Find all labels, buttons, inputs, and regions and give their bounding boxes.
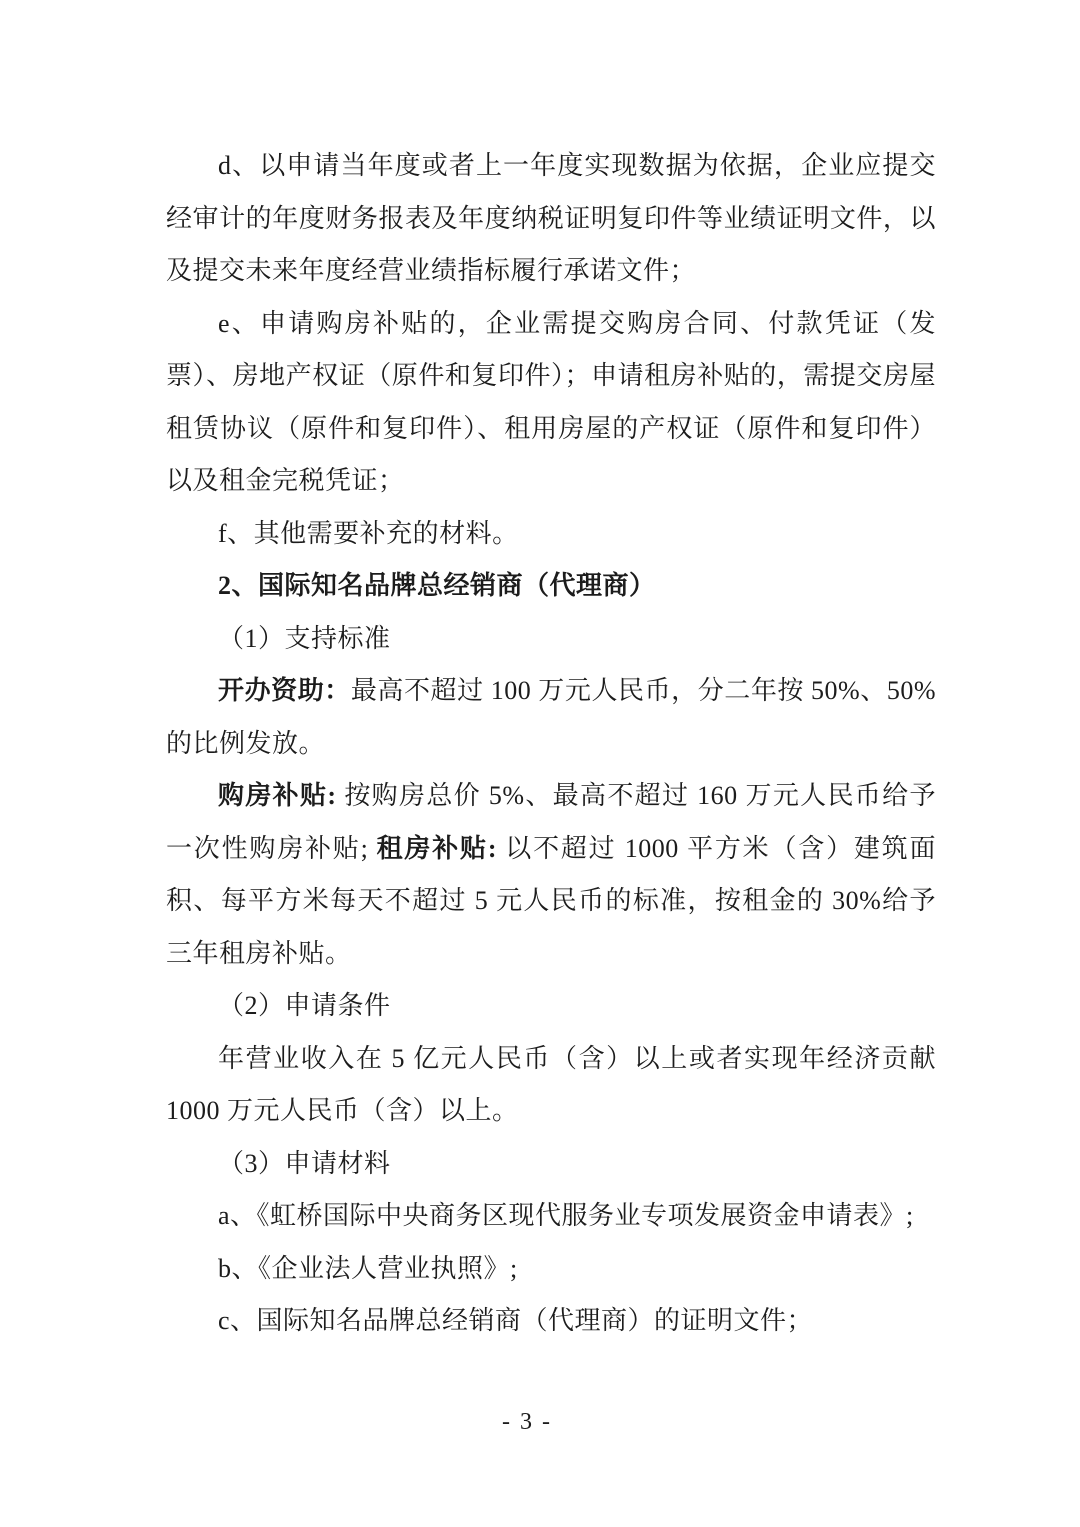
subsidy-label-purchase: 购房补贴: (218, 781, 345, 810)
paragraph-text: 年营业收入在 5 亿元人民币（含）以上或者实现年经济贡献 1000 万元人民币（含）以上。 (166, 1043, 936, 1125)
paragraph-text: d、以申请当年度或者上一年度实现数据为依据，企业应提交经审计的年度财务报表及年度纳税证明复印件等业绩证明文件，以及提交未来年度经营业绩指标履行承诺文件； (166, 151, 936, 285)
subheading-text: （3）申请材料 (218, 1148, 391, 1178)
paragraph-text: a、《虹桥国际中央商务区现代服务业专项发展资金申请表》; (218, 1201, 914, 1230)
paragraph-material-a (166, 1190, 936, 1243)
paragraph-condition (166, 1033, 936, 1138)
subheading-application-material (166, 1138, 936, 1191)
paragraph-text: 最高不超过 100 万元人民币，分二年按 50%、50%的比例发放。 (166, 676, 936, 758)
page-number: - 3 - (502, 1409, 552, 1435)
section-heading-2 (166, 560, 936, 613)
subheading-application-condition (166, 980, 936, 1033)
paragraph-material-b (166, 1243, 936, 1296)
subsidy-label-startup: 开办资助： (218, 676, 351, 705)
subheading-support-standard (166, 613, 936, 666)
paragraph-housing-subsidy (166, 770, 936, 980)
subsidy-label-rental: 租房补贴: (376, 833, 506, 863)
paragraph-item-e (166, 298, 936, 508)
document-body (166, 140, 936, 1348)
subheading-text: （1）支持标准 (218, 623, 391, 653)
paragraph-item-f (166, 508, 936, 561)
paragraph-item-d (166, 140, 936, 298)
paragraph-startup-subsidy (166, 665, 936, 770)
paragraph-material-c (166, 1295, 936, 1348)
paragraph-text: 按购房总价 5%、最高不超过 160 万元人民币给予一次性购房补贴; (166, 781, 936, 863)
heading-text: 2、国际知名品牌总经销商（代理商） (218, 571, 656, 600)
paragraph-text: c、国际知名品牌总经销商（代理商）的证明文件； (218, 1306, 814, 1335)
subheading-text: （2）申请条件 (218, 991, 391, 1020)
paragraph-text: e、申请购房补贴的，企业需提交购房合同、付款凭证（发票）、房地产权证（原件和复印件）；申请租房补贴的，需提交房屋租赁协议（原件和复印件）、租用房屋的产权证（原件和复印件）以及租金完税凭证； (166, 308, 936, 495)
paragraph-text: b、《企业法人营业执照》; (218, 1253, 518, 1283)
paragraph-text: f、其他需要补充的材料。 (218, 518, 519, 548)
paragraph-text: 以不超过 1000 平方米（含）建筑面积、每平方米每天不超过 5 元人民币的标准，按租金的 30%给予三年租房补贴。 (166, 833, 936, 968)
